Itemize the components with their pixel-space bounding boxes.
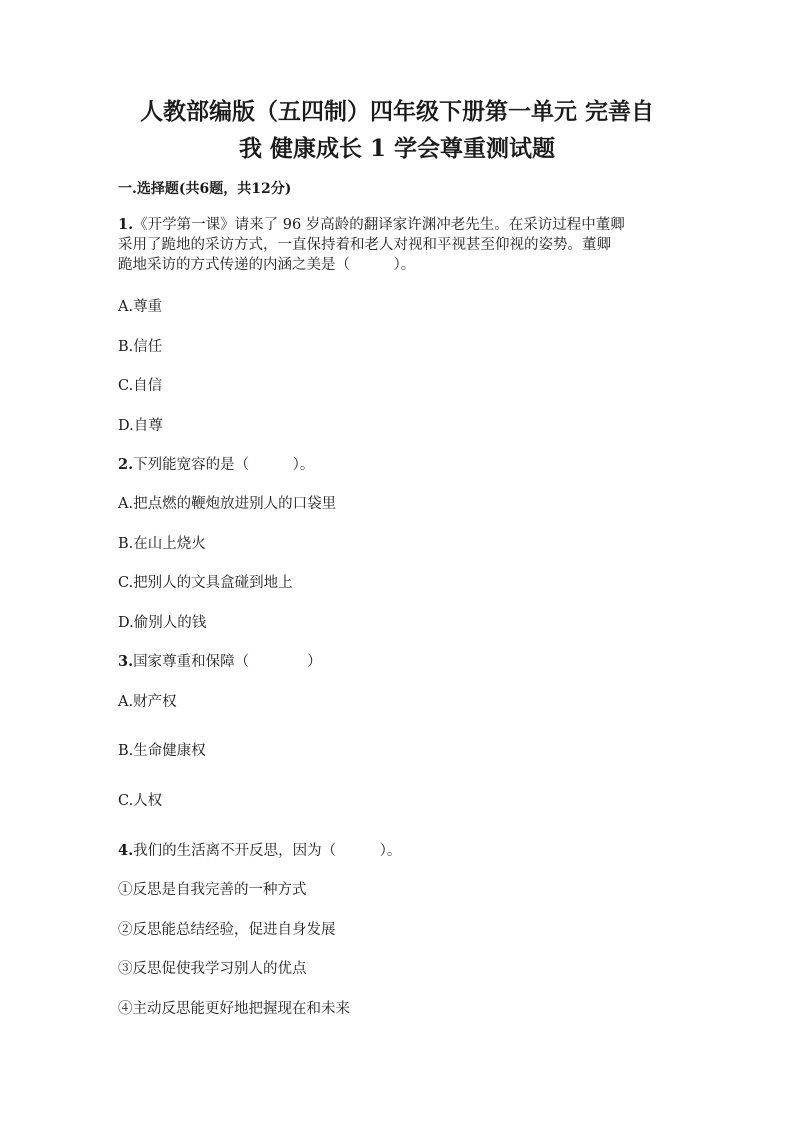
title-line-1: 人教部编版（五四制）四年级下册第一单元 完善自 [139,98,654,125]
option-a: A.把点燃的鞭炮放进别人的口袋里 [118,496,337,512]
question-number: 1. [118,216,134,233]
question-number: 3. [118,653,134,670]
question-3 [118,652,322,672]
option-b: B.在山上烧火 [118,536,206,552]
question-stem: 下列能宽容的是（ ）。 [133,457,315,473]
section-heading: 一.选择题(共6题，共12分) [118,181,292,197]
option-a: A.尊重 [118,299,163,315]
option-b: B.生命健康权 [118,743,206,759]
question-stem-line: 《开学第一课》请来了 96 岁高龄的翻译家许渊冲老先生。在采访过程中董卿 [133,217,625,233]
question-stem: 我们的生活离不开反思，因为（ ）。 [133,843,402,859]
option-c: C.把别人的文具盒碰到地上 [118,575,293,591]
question-4 [118,841,401,861]
statement-3: ③反思促使我学习别人的优点 [118,961,307,977]
title-line-2: 我 健康成长 1 学会尊重测试题 [238,135,556,162]
statement-4: ④主动反思能更好地把握现在和未来 [118,1001,350,1017]
option-b: B.信任 [118,339,163,355]
option-c: C.人权 [118,793,163,809]
question-stem: 国家尊重和保障（ ） [133,654,322,670]
question-1 [118,215,678,275]
statement-2: ②反思能总结经验，促进自身发展 [118,922,336,938]
option-c: C.自信 [118,378,163,394]
question-stem-line: 采用了跪地的采访方式，一直保持着和老人对视和平视甚至仰视的姿势。董卿 [118,237,611,253]
option-a: A.财产权 [118,694,177,710]
question-number: 4. [118,842,134,859]
question-2 [118,455,314,475]
question-stem-line: 跪地采访的方式传递的内涵之美是（ ）。 [118,257,416,273]
statement-1: ①反思是自我完善的一种方式 [118,882,307,898]
option-d: D.偷别人的钱 [118,615,207,631]
option-d: D.自尊 [118,418,163,434]
question-number: 2. [118,456,134,473]
page-title [110,93,684,167]
